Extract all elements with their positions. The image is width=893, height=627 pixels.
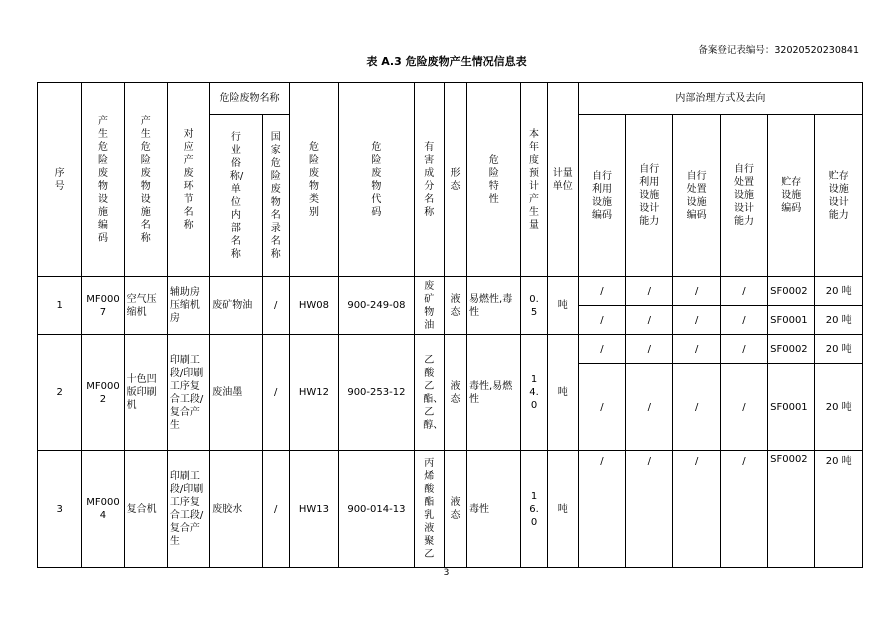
header-storage-capacity: 贮存设施设计能力 [815, 115, 863, 277]
header-self-dispose-code: 自行处置设施编码 [673, 115, 720, 277]
header-unit: 计量单位 [547, 83, 578, 277]
cell-amount: 14.0 [521, 335, 547, 451]
header-harmful-components: 有害成分名称 [414, 83, 444, 277]
table-row [38, 277, 863, 306]
registration-number: 备案登记表编号：32020520230841 [698, 45, 859, 56]
cell-process: 辅助房压缩机房 [167, 277, 209, 335]
cell-self-use-capacity: / [626, 306, 673, 335]
cell-unit: 吨 [547, 451, 578, 568]
cell-harmful: 乙酸乙酯、乙醇、 [414, 335, 444, 451]
cell-seq: 1 [38, 277, 82, 335]
cell-self-dispose-capacity: / [720, 451, 767, 568]
cell-national-name: / [262, 335, 289, 451]
header-form: 形态 [444, 83, 466, 277]
cell-industry-name: 废矿物油 [210, 277, 262, 335]
table-row [38, 335, 863, 364]
cell-industry-name: 废胶水 [210, 451, 262, 568]
cell-facility-name: 复合机 [124, 451, 167, 568]
cell-storage-code: SF0001 [768, 364, 815, 451]
page-number: 3 [443, 568, 450, 578]
cell-self-use-capacity: / [626, 364, 673, 451]
cell-facility-code: MF0007 [82, 277, 124, 335]
cell-self-dispose-code: / [673, 277, 720, 306]
cell-self-use-code: / [578, 335, 625, 364]
header-facility-name: 产生危险废物设施名称 [124, 83, 167, 277]
cell-storage-capacity: 20 吨 [815, 306, 863, 335]
cell-self-use-code: / [578, 306, 625, 335]
cell-harmful: 废矿物油 [414, 277, 444, 335]
cell-storage-code: SF0001 [768, 306, 815, 335]
cell-facility-name: 空气压缩机 [124, 277, 167, 335]
cell-code: 900-253-12 [339, 335, 415, 451]
cell-self-use-code: / [578, 277, 625, 306]
cell-seq: 2 [38, 335, 82, 451]
cell-unit: 吨 [547, 335, 578, 451]
cell-self-dispose-capacity: / [720, 364, 767, 451]
cell-self-use-code: / [578, 364, 625, 451]
cell-facility-code: MF0004 [82, 451, 124, 568]
header-process-name: 对应产废环节名称 [167, 83, 209, 277]
cell-category: HW13 [289, 451, 338, 568]
cell-category: HW12 [289, 335, 338, 451]
cell-amount: 16.0 [521, 451, 547, 568]
cell-self-use-capacity: / [626, 335, 673, 364]
cell-form: 液态 [444, 335, 466, 451]
header-storage-code: 贮存设施编码 [768, 115, 815, 277]
header-row-1 [38, 83, 863, 115]
cell-national-name: / [262, 451, 289, 568]
cell-facility-name: 十色凹版印刷机 [124, 335, 167, 451]
header-waste-name-group: 危险废物名称 [210, 83, 290, 115]
header-self-dispose-capacity: 自行处置设施设计能力 [720, 115, 767, 277]
header-national-name: 国家危险废物名录名称 [262, 115, 289, 277]
cell-storage-capacity: 20 吨 [815, 277, 863, 306]
cell-self-dispose-capacity: / [720, 335, 767, 364]
cell-code: 900-249-08 [339, 277, 415, 335]
cell-storage-capacity: 20 吨 [815, 335, 863, 364]
cell-unit: 吨 [547, 277, 578, 335]
cell-storage-code: SF0002 [768, 451, 815, 568]
header-hazard-property: 危险特性 [467, 83, 521, 277]
cell-self-use-code: / [578, 451, 625, 568]
cell-storage-capacity: 20 吨 [815, 364, 863, 451]
cell-self-dispose-code: / [673, 451, 720, 568]
cell-self-dispose-code: / [673, 306, 720, 335]
cell-hazard: 毒性,易燃性 [467, 335, 521, 451]
header-seq: 序号 [38, 83, 82, 277]
cell-self-dispose-capacity: / [720, 306, 767, 335]
cell-form: 液态 [444, 277, 466, 335]
cell-category: HW08 [289, 277, 338, 335]
table-title: 表 A.3 危险废物产生情况信息表 [366, 55, 527, 68]
cell-process: 印刷工段/印刷工序复合工段/复合产生 [167, 335, 209, 451]
cell-facility-code: MF0002 [82, 335, 124, 451]
cell-form: 液态 [444, 451, 466, 568]
hazardous-waste-table [37, 82, 863, 568]
header-industry-name: 行业俗称/单位内部名称 [210, 115, 262, 277]
cell-harmful: 丙烯酸酯乳液聚乙 [414, 451, 444, 568]
cell-self-dispose-capacity: / [720, 277, 767, 306]
cell-seq: 3 [38, 451, 82, 568]
cell-self-use-capacity: / [626, 277, 673, 306]
header-facility-code: 产生危险废物设施编码 [82, 83, 124, 277]
header-waste-category: 危险废物类别 [289, 83, 338, 277]
cell-national-name: / [262, 277, 289, 335]
cell-amount: 0.5 [521, 277, 547, 335]
cell-process: 印刷工段/印刷工序复合工段/复合产生 [167, 451, 209, 568]
cell-self-dispose-code: / [673, 335, 720, 364]
cell-storage-capacity: 20 吨 [815, 451, 863, 568]
header-self-use-code: 自行利用设施编码 [578, 115, 625, 277]
cell-storage-code: SF0002 [768, 277, 815, 306]
cell-self-dispose-code: / [673, 364, 720, 451]
table-row [38, 451, 863, 568]
header-internal-group: 内部治理方式及去向 [578, 83, 862, 115]
cell-hazard: 易燃性,毒性 [467, 277, 521, 335]
cell-industry-name: 废油墨 [210, 335, 262, 451]
cell-hazard: 毒性 [467, 451, 521, 568]
cell-code: 900-014-13 [339, 451, 415, 568]
cell-self-use-capacity: / [626, 451, 673, 568]
header-waste-code: 危险废物代码 [339, 83, 415, 277]
header-self-use-capacity: 自行利用设施设计能力 [626, 115, 673, 277]
header-annual-amount: 本年度预计产生量 [521, 83, 547, 277]
cell-storage-code: SF0002 [768, 335, 815, 364]
